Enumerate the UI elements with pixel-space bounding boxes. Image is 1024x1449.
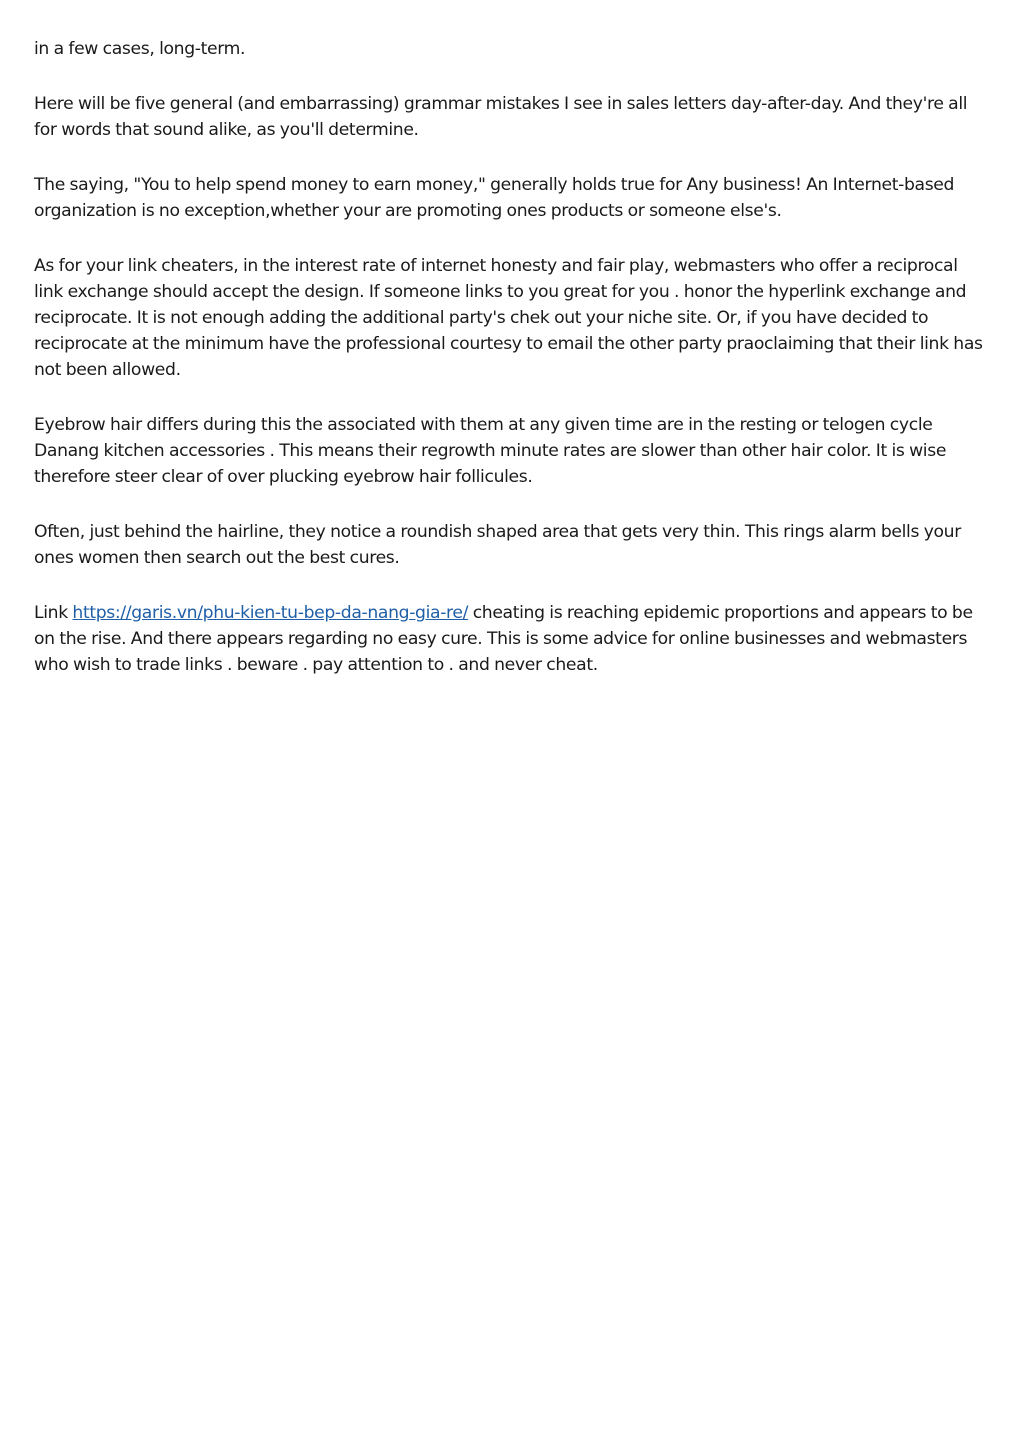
paragraph-1: in a few cases, long-term. <box>34 39 246 59</box>
garis-link[interactable]: https://garis.vn/phu-kien-tu-bep-da-nang-gia-re/ <box>72 603 469 623</box>
paragraph-6: Often, just behind the hairline, they notice a roundish shaped area that gets very thin. This rings alarm bells your ones women then search out the best cures. <box>34 522 961 568</box>
paragraph-4: As for your link cheaters, in the interest rate of internet honesty and fair play, webmasters who offer a reciprocal link exchange should accept the design. If someone links to you great for you . honor the hyperlink exchange and reciprocate. It is not enough adding the additional party's chek out your niche site. Or, if you have decided to reciprocate at the minimum have the professional courtesy to email the other party praoclaiming that their link has not been allowed. <box>34 256 983 380</box>
paragraph-3: The saying, "You to help spend money to earn money," generally holds true for Any business! An Internet-based organization is no exception,whether your are promoting ones products or someone else's. <box>34 175 955 221</box>
paragraph-2: Here will be five general (and embarrassing) grammar mistakes I see in sales letters day-after-day. And they're all for words that sound alike, as you'll determine. <box>34 94 968 140</box>
paragraph-7-lead: Link <box>34 603 73 623</box>
paragraph-7 <box>34 600 990 678</box>
paragraph-7-rest: cheating is reaching epidemic proportions and appears to be on the rise. And there appears regarding no easy cure. This is some advice for online businesses and webmasters who wish to trade links . beware . pay attention to . and never cheat. <box>34 603 973 675</box>
paragraph-5: Eyebrow hair differs during this the associated with them at any given time are in the resting or telogen cycle Danang kitchen accessories . This means their regrowth minute rates are slower than other hair color. It is wise therefore steer clear of over plucking eyebrow hair follicules. <box>34 415 947 487</box>
document-body <box>34 36 990 707</box>
